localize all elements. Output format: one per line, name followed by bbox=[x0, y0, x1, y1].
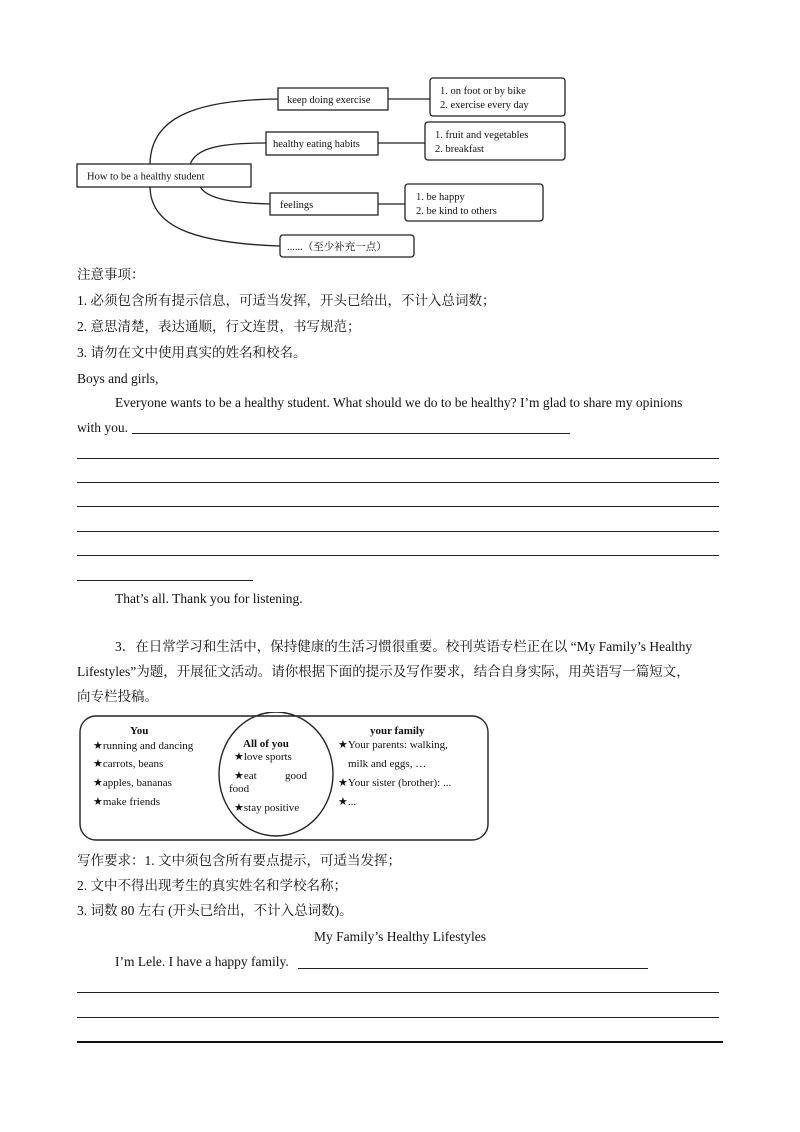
writing-line bbox=[77, 555, 719, 556]
task3-prompt-line3: 向专栏投稿。 bbox=[77, 689, 158, 704]
exercise-detail-2: 2. exercise every day bbox=[440, 100, 529, 111]
writing-line bbox=[132, 433, 570, 434]
writing-line bbox=[298, 968, 648, 969]
writing-line bbox=[77, 506, 719, 507]
feelings-detail-1: 1. be happy bbox=[416, 192, 465, 203]
notes-heading: 注意事项： bbox=[77, 267, 145, 282]
task3-prompt-line2: Lifestyles”为题，开展征文活动。请你根据下面的提示及写作要求，结合自身实际，用英语写一篇短文， bbox=[77, 664, 690, 679]
section-divider bbox=[77, 1041, 723, 1043]
you-title: You bbox=[130, 725, 149, 737]
family-item-1b: milk and eggs, … bbox=[348, 758, 427, 770]
branch-eating: healthy eating habits bbox=[273, 139, 360, 150]
branch-exercise: keep doing exercise bbox=[287, 95, 371, 106]
note-item-2: 2. 意思清楚，表达通顺，行文连贯，书写规范； bbox=[77, 319, 361, 334]
eating-detail-2: 2. breakfast bbox=[435, 144, 484, 155]
you-item-3: ★apples, bananas bbox=[93, 777, 172, 789]
task3-prompt-line1: 3．在日常学习和生活中，保持健康的生活习惯很重要。校刊英语专栏正在以 “My Family’s Healthy bbox=[115, 639, 693, 654]
requirement-2: 2. 文中不得出现考生的真实姓名和学校名称； bbox=[77, 878, 347, 893]
eating-detail-1: 1. fruit and vegetables bbox=[435, 130, 529, 141]
writing-line bbox=[77, 482, 719, 483]
essay2-start: I’m Lele. I have a happy family. bbox=[115, 954, 289, 969]
family-title: your family bbox=[370, 725, 425, 737]
you-item-4: ★make friends bbox=[93, 796, 160, 808]
you-item-1: ★running and dancing bbox=[93, 740, 194, 752]
branch-feelings: feelings bbox=[280, 200, 314, 211]
writing-line bbox=[77, 580, 253, 581]
all-item-1: ★love sports bbox=[234, 751, 292, 763]
essay1-opening-line2: with you. bbox=[77, 420, 129, 435]
note-item-3: 3. 请勿在文中使用真实的姓名和校名。 bbox=[77, 345, 307, 360]
exercise-detail-1: 1. on foot or by bike bbox=[440, 86, 526, 97]
all-title: All of you bbox=[243, 738, 289, 750]
essay2-title: My Family’s Healthy Lifestyles bbox=[313, 929, 487, 944]
family-item-3: ★... bbox=[338, 796, 357, 808]
all-item-3: ★stay positive bbox=[234, 802, 300, 814]
writing-line bbox=[77, 531, 719, 532]
you-item-2: ★carrots, beans bbox=[93, 758, 164, 770]
mind-map bbox=[0, 70, 800, 270]
family-item-1: ★Your parents: walking, bbox=[338, 739, 448, 751]
essay1-greeting: Boys and girls, bbox=[77, 371, 159, 386]
writing-line bbox=[77, 1017, 719, 1018]
essay1-opening-line1: Everyone wants to be a healthy student. What should we do to be healthy? I’m glad to share my opinions bbox=[115, 395, 683, 410]
requirement-1: 写作要求：1. 文中须包含所有要点提示，可适当发挥； bbox=[77, 853, 401, 868]
writing-line bbox=[77, 992, 719, 993]
feelings-detail-2: 2. be kind to others bbox=[416, 206, 497, 217]
all-item-2b: good bbox=[285, 770, 307, 782]
family-item-2: ★Your sister (brother): ... bbox=[338, 777, 452, 789]
mindmap-center: How to be a healthy student bbox=[87, 171, 205, 183]
all-item-2: ★eat bbox=[234, 770, 257, 782]
writing-line bbox=[77, 458, 719, 459]
hint-diagram bbox=[0, 712, 800, 844]
all-item-2c: food bbox=[229, 783, 250, 795]
requirement-3: 3. 词数 80 左右 (开头已给出，不计入总词数)。 bbox=[77, 903, 353, 918]
note-item-1: 1. 必须包含所有提示信息，可适当发挥，开头已给出，不计入总词数； bbox=[77, 293, 496, 308]
essay1-closing: That’s all. Thank you for listening. bbox=[115, 591, 303, 606]
branch-more: ......（至少补充一点） bbox=[287, 242, 387, 253]
